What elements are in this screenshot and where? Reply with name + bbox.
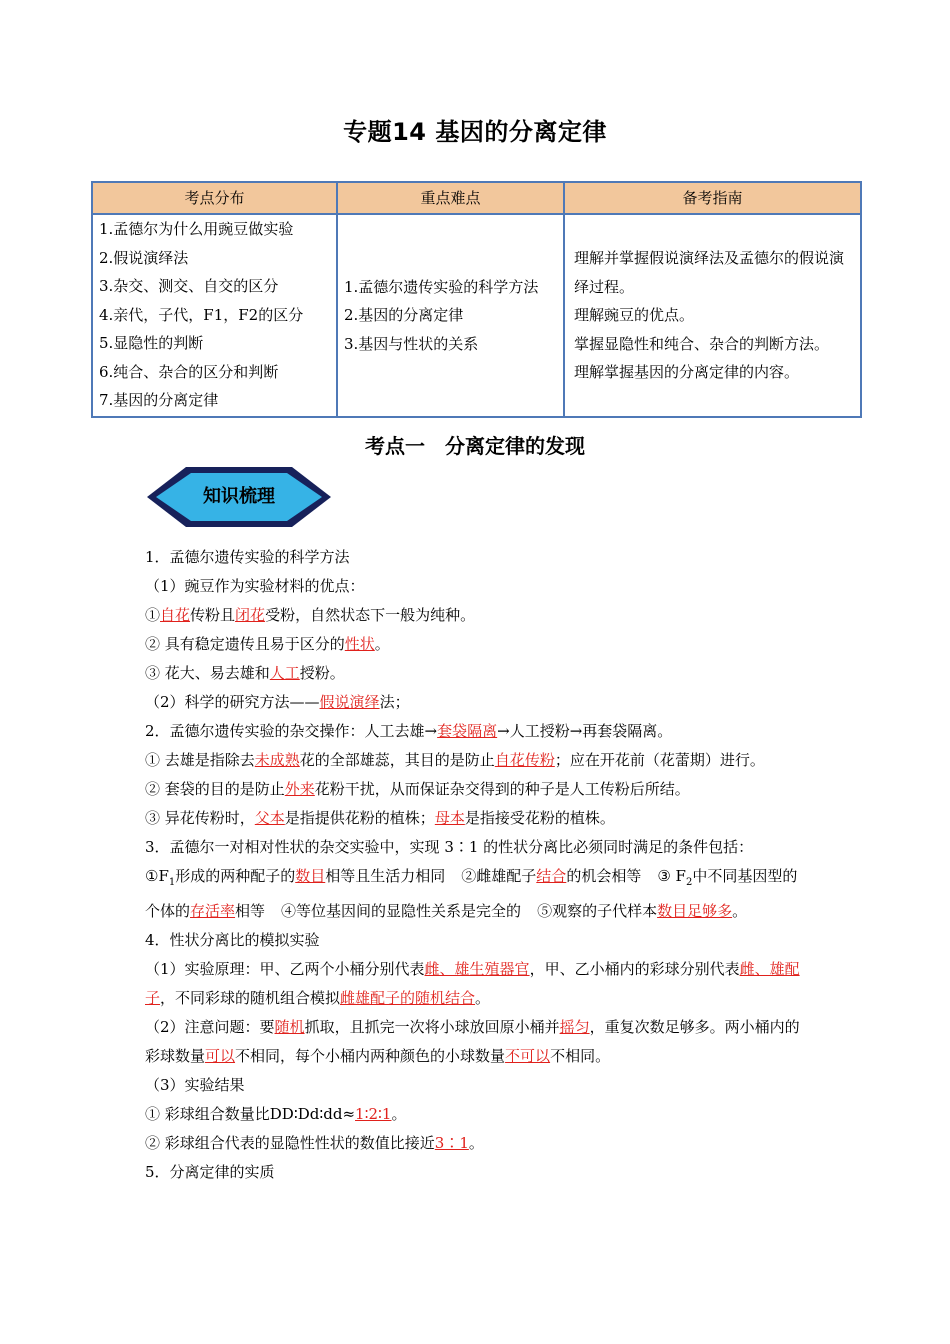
answer-blank: 人工	[269, 664, 300, 682]
content-line: （1）豌豆作为实验材料的优点：	[145, 577, 365, 595]
answer-blank: 3∶1	[434, 1134, 469, 1152]
answer-blank: 存活率	[190, 902, 236, 920]
table-cell-line: 掌握显隐性和纯合、杂合的判断方法。	[574, 334, 830, 353]
content-line: ② 彩球组合代表的显隐性性状的数值比接近3∶1。	[145, 1134, 484, 1152]
table-cell-line: 7.基因的分离定律	[99, 391, 219, 409]
content-body	[145, 543, 810, 1187]
answer-blank: 自花传粉	[494, 751, 555, 769]
content-line: （3）实验结果	[145, 1076, 245, 1094]
content-line: 1．孟德尔遗传实验的科学方法	[145, 548, 350, 566]
answer-blank: 数目	[295, 867, 326, 885]
answer-blank: 父本	[254, 809, 285, 827]
answer-blank: 雌雄配子的随机结合	[340, 989, 476, 1007]
content-line: ② 具有稳定遗传且易于区分的性状。	[145, 635, 390, 653]
answer-blank: 数目足够多	[657, 902, 733, 920]
overview-table	[91, 181, 862, 418]
content-line: 5．分离定律的实质	[145, 1163, 275, 1181]
table-cell-line: 3.基因与性状的关系	[344, 334, 479, 353]
table-cell-key-difficulties	[337, 214, 564, 417]
content-line: ③ 花大、易去雄和人工授粉。	[145, 664, 345, 682]
table-cell-study-guide	[564, 214, 861, 417]
content-line: ①自花传粉且闭花受粉，自然状态下一般为纯种。	[145, 606, 476, 624]
answer-blank: 套袋隔离	[437, 722, 498, 740]
knowledge-badge	[146, 465, 332, 529]
content-line: 4．性状分离比的模拟实验	[145, 931, 320, 949]
table-header-exam-points: 考点分布	[92, 182, 337, 214]
answer-blank: 随机	[274, 1018, 305, 1036]
table-cell-line: 4.亲代，子代，F1，F2的区分	[99, 305, 304, 324]
table-cell-line: 理解掌握基因的分离定律的内容。	[574, 363, 800, 382]
content-line: （2）注意问题：要随机抓取，且抓完一次将小球放回原小桶并摇匀，重复次数足够多。两小桶内的彩球数量可以不相同，每个小桶内两种颜色的小球数量不可以不相同。	[145, 1018, 800, 1065]
answer-blank: 假说演绎	[319, 693, 380, 711]
table-cell-line: 理解并掌握假说演绎法及孟德尔的假说演绎过程。	[574, 249, 845, 296]
content-line: ① 去雄是指除去未成熟花的全部雄蕊，其目的是防止自花传粉；应在开花前（花蕾期）进行。	[145, 751, 765, 769]
table-header-key-difficulties: 重点难点	[337, 182, 564, 214]
content-line: ① 彩球组合数量比DD∶Dd∶dd≈1∶2∶1。	[145, 1105, 407, 1123]
section-title: 考点一 分离定律的发现	[365, 434, 585, 458]
table-cell-line: 6.纯合、杂合的区分和判断	[99, 362, 279, 381]
answer-blank: 雌、雄配子	[145, 960, 800, 1007]
content-line: 2．孟德尔遗传实验的杂交操作：人工去雄→套袋隔离→人工授粉→再套袋隔离。	[145, 722, 673, 740]
answer-blank: 结合	[536, 867, 567, 885]
content-line: ② 套袋的目的是防止外来花粉干扰，从而保证杂交得到的种子是人工传粉后所结。	[145, 780, 690, 798]
table-header-study-guide: 备考指南	[564, 182, 861, 214]
page-title: 专题14 基因的分离定律	[343, 118, 607, 146]
answer-blank: 性状	[344, 635, 375, 653]
content-line: ③ 异花传粉时，父本是指提供花粉的植株；母本是指接受花粉的植株。	[145, 809, 615, 827]
content-line: （1）实验原理：甲、乙两个小桶分别代表雌、雄生殖器官，甲、乙小桶内的彩球分别代表雌、雄配子，不同彩球的随机组合模拟雌雄配子的随机结合。	[145, 960, 800, 1007]
content-line: $①F_1$形成的两种配子的数目相等且生活力相同 ②雌雄配子结合的机会相等 ③ $F_2$中不同基因型的个体的存活率相等 ④等位基因间的显隐性关系是完全的 ⑤观察的子代样本数目足够多。	[145, 867, 798, 920]
answer-blank: 母本	[434, 809, 465, 827]
answer-blank: 外来	[284, 780, 315, 798]
answer-blank: 可以	[205, 1047, 236, 1065]
table-cell-line: 1.孟德尔遗传实验的科学方法	[344, 277, 539, 296]
answer-blank: 不可以	[505, 1047, 551, 1065]
answer-blank: 1∶2∶1	[355, 1105, 392, 1123]
table-cell-exam-points	[92, 214, 337, 417]
content-line: 3．孟德尔一对相对性状的杂交实验中，实现 3∶1 的性状分离比必须同时满足的条件包括：	[145, 838, 754, 856]
table-cell-line: 2.基因的分离定律	[344, 306, 464, 325]
table-cell-line: 1.孟德尔为什么用豌豆做实验	[99, 220, 294, 238]
answer-blank: 雌、雄生殖器官	[424, 960, 530, 978]
table-cell-line: 理解豌豆的优点。	[574, 306, 695, 325]
content-line: （2）科学的研究方法——假说演绎法；	[145, 693, 410, 711]
table-cell-line: 2.假说演绎法	[99, 248, 189, 267]
answer-blank: 未成熟	[254, 751, 300, 769]
badge-label: 知识梳理	[203, 486, 275, 507]
table-cell-line: 5.显隐性的判断	[99, 334, 204, 352]
answer-blank: 自花	[160, 606, 191, 624]
answer-blank: 摇匀	[559, 1018, 590, 1036]
answer-blank: 闭花	[235, 606, 266, 624]
table-cell-line: 3.杂交、测交、自交的区分	[99, 277, 279, 295]
